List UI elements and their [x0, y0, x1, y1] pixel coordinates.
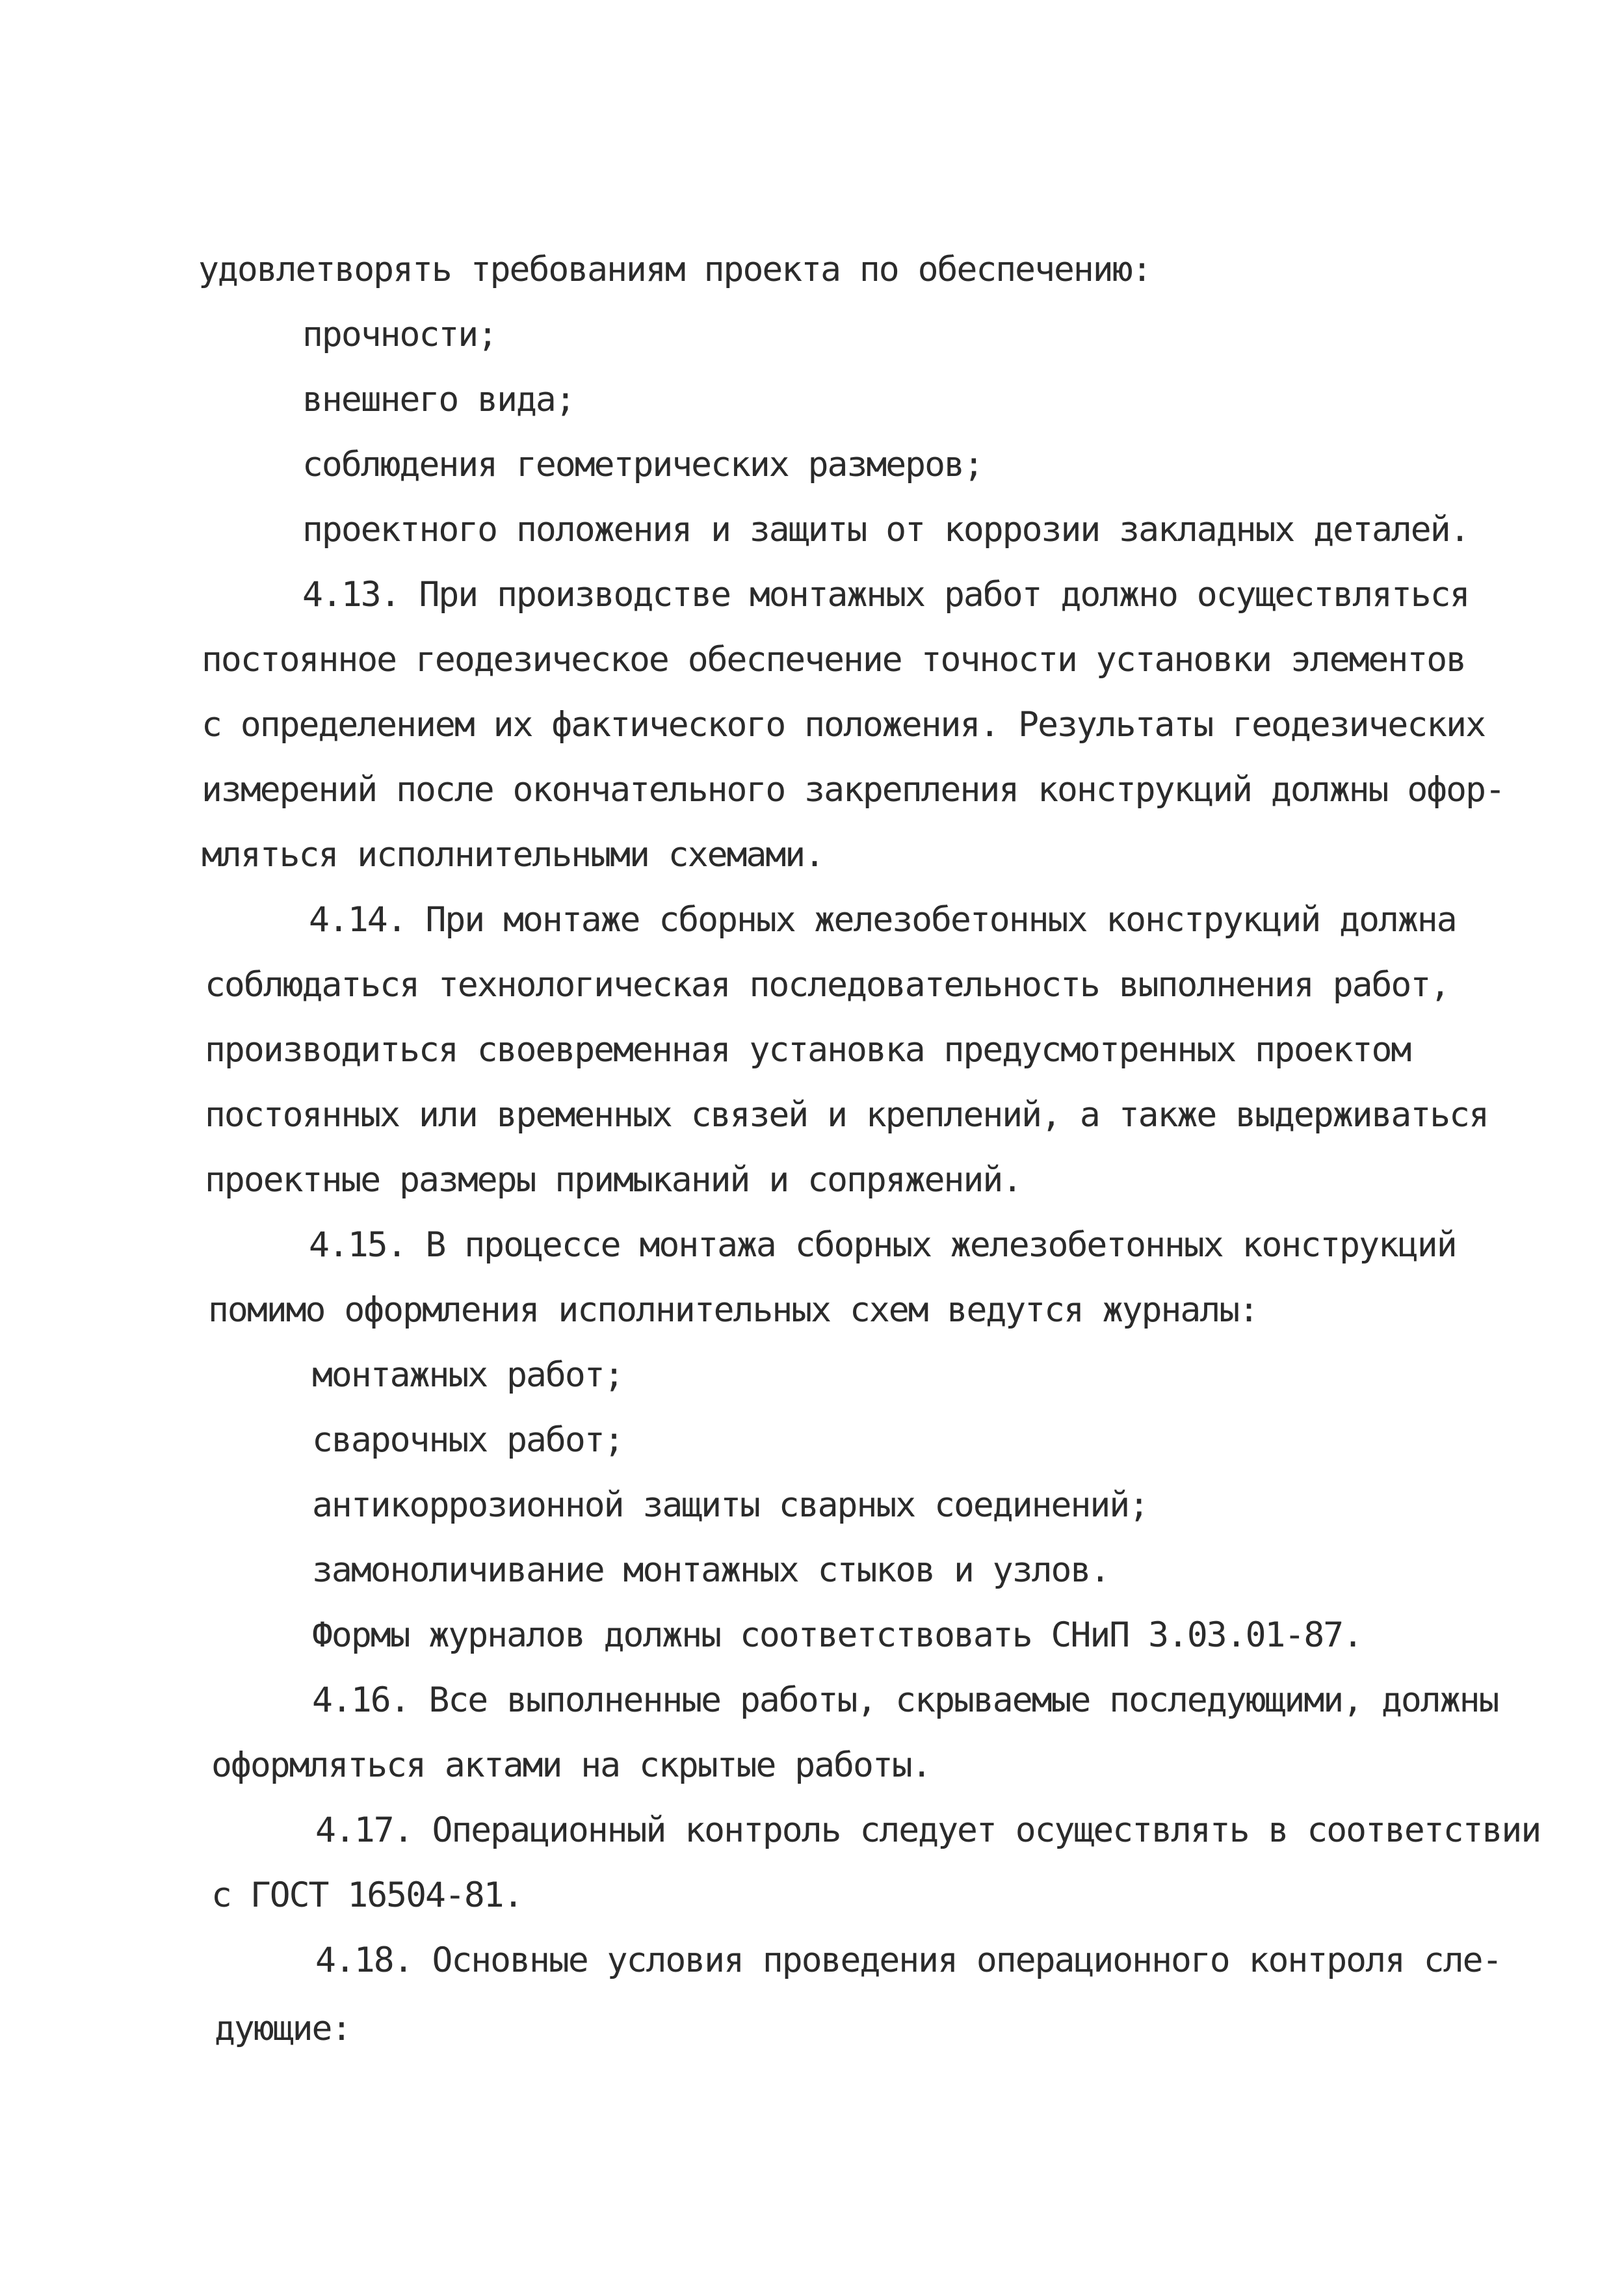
text-line: мляться исполнительными схемами. — [202, 835, 824, 875]
paragraph-4-18-start: 4.18. Основные условия проведения операционного контроля сле- — [315, 1940, 1502, 1980]
paragraph-4-17-start: 4.17. Операционный контроль следует осуществлять в соответствии — [315, 1810, 1541, 1850]
paragraph-4-15-start: 4.15. В процессе монтажа сборных железобетонных конструкций — [309, 1225, 1456, 1265]
text-line: помимо оформления исполнительных схем ведутся журналы: — [208, 1290, 1259, 1330]
list-item: соблюдения геометрических размеров; — [302, 445, 983, 484]
text-line: с ГОСТ 16504-81. — [211, 1875, 523, 1915]
text-line: оформляться актами на скрытые работы. — [211, 1745, 931, 1785]
list-item: прочности; — [302, 315, 497, 354]
list-item: антикоррозионной защиты сварных соединений; — [312, 1485, 1149, 1525]
list-item: монтажных работ; — [312, 1355, 623, 1395]
paragraph-4-14-start: 4.14. При монтаже сборных железобетонных конструкций должна — [309, 900, 1456, 940]
list-item: замоноличивание монтажных стыков и узлов. — [312, 1550, 1110, 1590]
paragraph-4-16-start: 4.16. Все выполненные работы, скрываемые последующими, должны — [312, 1680, 1499, 1720]
text-line: проектные размеры примыканий и сопряжений. — [205, 1160, 1022, 1200]
text-line: постоянное геодезическое обеспечение точности установки элементов — [202, 640, 1466, 680]
list-item: сварочных работ; — [312, 1420, 623, 1460]
list-item: проектного положения и защиты от коррозии закладных деталей. — [302, 510, 1469, 549]
text-line: дующие: — [215, 2009, 351, 2048]
text-line: с определением их фактического положения. Результаты геодезических — [202, 705, 1485, 745]
text-line: производиться своевременная установка предусмотренных проектом — [205, 1030, 1411, 1070]
text-line: измерений после окончательного закрепления конструкций должны офор- — [202, 770, 1504, 810]
text-line: постоянных или временных связей и креплений, а также выдерживаться — [205, 1095, 1488, 1135]
paragraph-4-13-start: 4.13. При производстве монтажных работ должно осуществляться — [302, 575, 1469, 615]
text-line: соблюдаться технологическая последовательность выполнения работ, — [205, 965, 1450, 1005]
list-item: внешнего вида; — [302, 380, 575, 419]
text-line: Формы журналов должны соответствовать СНиП 3.03.01-87. — [312, 1615, 1363, 1655]
text-line: удовлетворять требованиям проекта по обеспечению: — [198, 250, 1151, 289]
